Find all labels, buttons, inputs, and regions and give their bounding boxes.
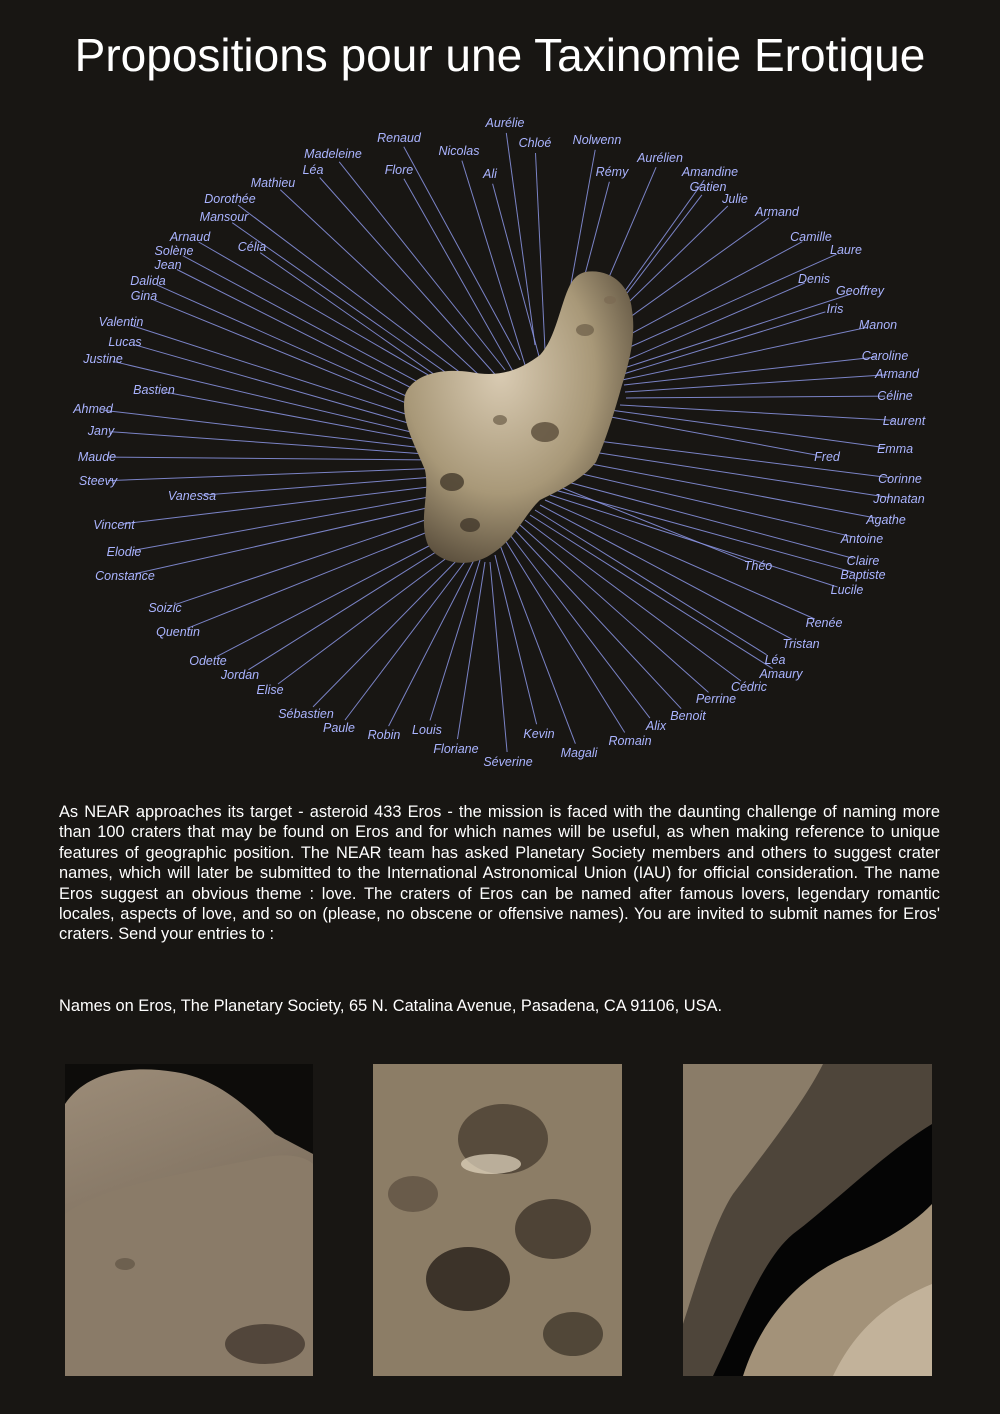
crater-label: Mansour <box>199 210 249 224</box>
crater-label: Séverine <box>483 755 533 769</box>
crater-label: Dorothée <box>204 192 256 206</box>
leader-line <box>249 540 456 670</box>
leader-line <box>187 525 445 628</box>
crater-label: Armand <box>755 205 799 219</box>
leader-line <box>320 178 500 381</box>
crater-label: Rémy <box>595 165 629 179</box>
leader-line <box>565 470 852 537</box>
crater-label: Léa <box>764 653 786 667</box>
leader-line <box>620 405 894 420</box>
leader-line <box>550 495 838 587</box>
crater-label: Romain <box>608 734 652 748</box>
leader-line <box>622 327 868 380</box>
crater-label: Caroline <box>861 349 909 363</box>
crater-label: Jean <box>154 258 182 272</box>
leader-line <box>103 410 440 450</box>
crater-label: Fred <box>814 450 840 464</box>
crater-label: Solène <box>154 244 194 258</box>
crater-label: Amandine <box>681 165 739 179</box>
crater-label: Aurélie <box>485 116 525 130</box>
leader-line <box>610 242 802 345</box>
crater-label: Renaud <box>377 131 421 145</box>
crater-label: Ali <box>483 167 497 181</box>
crater-label: Antoine <box>840 532 884 546</box>
crater-label: Geoffrey <box>836 284 884 298</box>
crater-label: Magali <box>560 746 598 760</box>
crater-label: Robin <box>367 728 401 742</box>
crater-label: Corinne <box>878 472 922 486</box>
crater-label: Maude <box>77 450 117 464</box>
crater-label: Arnaud <box>169 230 211 244</box>
crater-label: Renée <box>805 616 843 630</box>
crater-label: Gina <box>130 289 158 303</box>
crater-label: Emma <box>876 442 914 456</box>
crater-label: Soizic <box>148 601 182 615</box>
leader-line <box>615 283 805 365</box>
leader-line <box>108 468 445 481</box>
leader-line <box>404 179 515 375</box>
crater-label: Louis <box>412 723 442 737</box>
crater-label: Cédric <box>730 680 768 694</box>
crater-label: Léa <box>302 163 324 177</box>
crater-label: Gatien <box>689 180 727 194</box>
crater-label: Iris <box>826 302 844 316</box>
leader-line <box>389 558 475 726</box>
crater-label: Justine <box>83 352 123 366</box>
eros-limb-ridge <box>683 1064 932 1376</box>
crater-label: Julie <box>722 192 748 206</box>
crater-label: Elise <box>256 683 284 697</box>
crater-label: Laurent <box>882 414 926 428</box>
leader-line <box>175 515 441 605</box>
crater-label: Floriane <box>433 742 479 756</box>
leader-line <box>515 530 681 709</box>
crater-label: Théo <box>743 559 773 573</box>
crater-label: Flore <box>384 163 414 177</box>
leader-line <box>506 133 535 345</box>
crater-label: Madeleine <box>304 147 362 161</box>
crater-label: Denis <box>798 272 830 286</box>
crater-label: Paule <box>323 721 355 735</box>
leader-line <box>555 485 749 562</box>
crater-label: Agathe <box>866 513 906 527</box>
leader-line <box>107 457 440 460</box>
leader-line <box>618 294 851 370</box>
crater-label: Jany <box>87 424 115 438</box>
leader-line <box>339 162 505 370</box>
leader-line <box>505 540 625 733</box>
crater-label: Bastien <box>133 383 175 397</box>
crater-label: Valentin <box>98 315 144 329</box>
crater-label: Amaury <box>759 667 803 681</box>
leader-line <box>530 515 773 669</box>
crater-label: Célia <box>237 240 267 254</box>
leader-line <box>238 205 490 395</box>
crater-label: Dalida <box>130 274 166 288</box>
crater-label: Aurélien <box>637 151 683 165</box>
crater-label: Nolwenn <box>572 133 622 147</box>
crater-label: Vanessa <box>167 489 217 503</box>
description-paragraph: As NEAR approaches its target - asteroid 433 Eros - the mission is faced with the daunting challenge of naming more than 100 craters that may be found on Eros and for which names will be useful, as when making reference to unique features of geographic position. The NEAR team has asked Planetary Society members and others to suggest crater names, which will later be submitted to the International Astronomical Union (IAU) for official consideration. The name Eros suggest an obvious theme : love. The craters of Eros can be named after famous lovers, legendary romantic locales, aspects of love, and so on (please, no obscene or offensive names). You are invited to submit names for Eros' craters. Send your entries to : <box>59 803 940 944</box>
leader-line <box>560 480 853 558</box>
crater-label: Céline <box>877 389 913 403</box>
leader-line <box>217 535 450 656</box>
crater-label: Nicolas <box>438 144 480 158</box>
mailing-address: Names on Eros, The Planetary Society, 65 N. Catalina Avenue, Pasadena, CA 91106, USA. <box>59 997 722 1015</box>
crater-label: Jordan <box>220 668 260 682</box>
page-title: Propositions pour une Taxinomie Erotique <box>74 29 926 81</box>
leader-line <box>313 552 465 707</box>
leader-line <box>404 147 520 360</box>
crater-label: Lucas <box>108 335 142 349</box>
leader-line <box>536 153 546 350</box>
crater-label: Alix <box>645 719 667 733</box>
crater-label: Quentin <box>156 625 200 639</box>
leader-line <box>580 450 889 498</box>
leader-line <box>135 505 440 574</box>
crater-label: Camille <box>790 230 832 244</box>
crater-label: Tristan <box>782 637 820 651</box>
crater-label: Constance <box>95 569 155 583</box>
crater-label: Odette <box>189 654 227 668</box>
crater-name-diagram <box>0 100 1000 780</box>
leader-line <box>134 495 440 550</box>
crater-label: Baptiste <box>840 568 886 582</box>
leader-line <box>500 545 575 744</box>
crater-label: Ahmed <box>73 402 113 416</box>
crater-label: Claire <box>846 554 880 568</box>
leader-line <box>490 562 507 752</box>
crater-label: Mathieu <box>250 176 296 190</box>
leader-line <box>164 392 445 445</box>
crater-label: Elodie <box>106 545 142 559</box>
crater-label: Armand <box>875 367 919 381</box>
leader-line <box>278 548 460 684</box>
crater-label: Steevy <box>78 474 118 488</box>
leader-line <box>620 312 825 375</box>
crater-label: Lucile <box>830 583 864 597</box>
crater-label: Benoit <box>670 709 706 723</box>
eros-surface-close-up <box>65 1064 313 1376</box>
leader-line <box>462 161 525 365</box>
leader-line <box>135 345 450 435</box>
crater-label: Johnatan <box>873 492 925 506</box>
leader-line <box>625 375 887 392</box>
crater-label: Kevin <box>523 727 555 741</box>
leader-line <box>600 415 817 455</box>
leader-line <box>202 475 460 495</box>
crater-label: Sébastien <box>278 707 334 721</box>
crater-label: Chloé <box>518 136 552 150</box>
crater-label: Manon <box>858 318 898 332</box>
leader-line <box>626 396 885 398</box>
crater-label: Vincent <box>93 518 135 532</box>
eros-asteroid-image <box>404 271 633 562</box>
eros-crater-field <box>373 1064 622 1376</box>
crater-label: Perrine <box>695 692 737 706</box>
crater-label: Laure <box>830 243 862 257</box>
